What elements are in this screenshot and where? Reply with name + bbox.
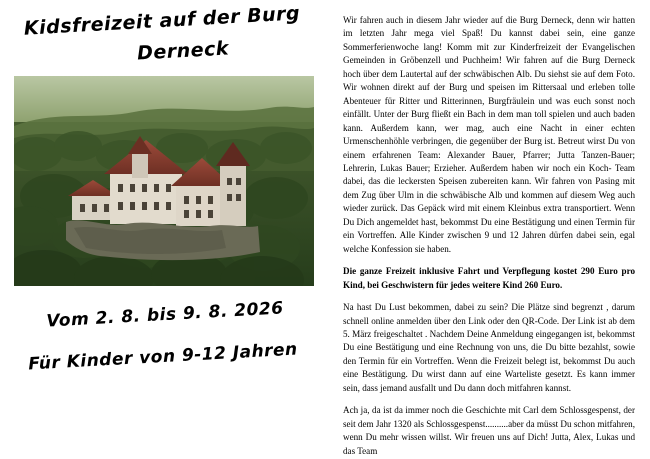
paragraph-closing: Ach ja, da ist da immer noch die Geschichte mit Carl dem Schlossgespenst, der seit dem Jahr 1320 als Schlossgespenst..........aber da müsst Du schon mitfahren, wenn Du mehr wissen willst. Wir freuen uns auf Dich! Jutta, Alex, Lukas und das Team bbox=[343, 405, 635, 456]
paragraph-registration: Na hast Du Lust bekommen, dabei zu sein? Die Plätze sind begrenzt , darum schnell online anmelden über den Link oder den QR-Code. Der Link ist ab dem 5. März freigeschaltet . Nachdem Deine Anmeldung eingegangen ist, bekommst Du eine Bestätigung und eine Rechnung von uns, die Du bitte bezahlst, sowie den Termin für ein Vortreffen. Wenn die Freizeit belegt ist, bekommst Du auch eine Bestätigung. Du wirst dann auf eine Warteliste gesetzt. Es kann immer sein, dass jemand ausfallt und Du dann doch mitfahren kannst. bbox=[343, 302, 635, 393]
paragraph-price: Die ganze Freizeit inklusive Fahrt und Verpflegung kostet 290 Euro pro Kind, bei Geschwistern für jedes weitere Kind 260 Euro. bbox=[343, 266, 635, 290]
page-title bbox=[0, 2, 330, 65]
paragraph-intro: Wir fahren auch in diesem Jahr wieder auf die Burg Derneck, denn wir hatten im letzten Jahr mega viel Spaß! Du kannst dabei sein, eine ganze Sommerferienwoche lang! Komm mit zur Kinderfreizeit der Evangelischen Gemeinden in Gröbenzell und Puchheim! Wir fahren auf die Burg Derneck hoch über dem Lautertal auf der schwäbischen Alb. Du siehst sie auf dem Foto. Wir wohnen direkt auf der Burg und speisen im Rittersaal und erleben tolle Abenteuer für Ritter und Ritterinnen, Burgfräulein und was euch sonst noch einfällt. Unter der Burg fließt ein Bach in dem man toll spielen und auch baden kann. Außerdem kann, wer mag, auch eine Nacht in einer echten Urmenschenhöhle verbringen, die gegenüber der Burg ist. Betreut wirst Du von einem erfahrenen Team: Alexander Bauer, Pfarrer; Jutta Tanzen-Bauer; Lehrerin, Lukas Bauer; Erzieher. Außerdem haben wir noch ein Koch- Team dabei, das die leckersten Speisen zubereiten kann. Wir fahren von Pasing mit dem Zug über Ulm in die schwäbische Alb und kommen auf diesem Weg auch wieder zurück. Das Gepäck wird mit einem Kleinbus extra transportiert. Wenn Du Dich angemeldet hast, bekommst Du eine Bestätigung und einen Termin für ein Vortreffen. Alle Kinder zwischen 9 und 12 Jahren dürfen dabei sein, egal welche Konfession sie haben. bbox=[343, 15, 635, 254]
date-block bbox=[0, 298, 330, 375]
age-line: Für Kinder von 9-12 Jahren bbox=[27, 339, 299, 375]
castle-photo bbox=[14, 76, 314, 286]
body-text-column bbox=[343, 14, 635, 458]
date-line: Vom 2. 8. bis 9. 8. 2026 bbox=[45, 298, 285, 332]
title-line-2: Derneck bbox=[136, 37, 230, 65]
title-line-1: Kidsfreizeit auf der Burg bbox=[23, 2, 301, 40]
